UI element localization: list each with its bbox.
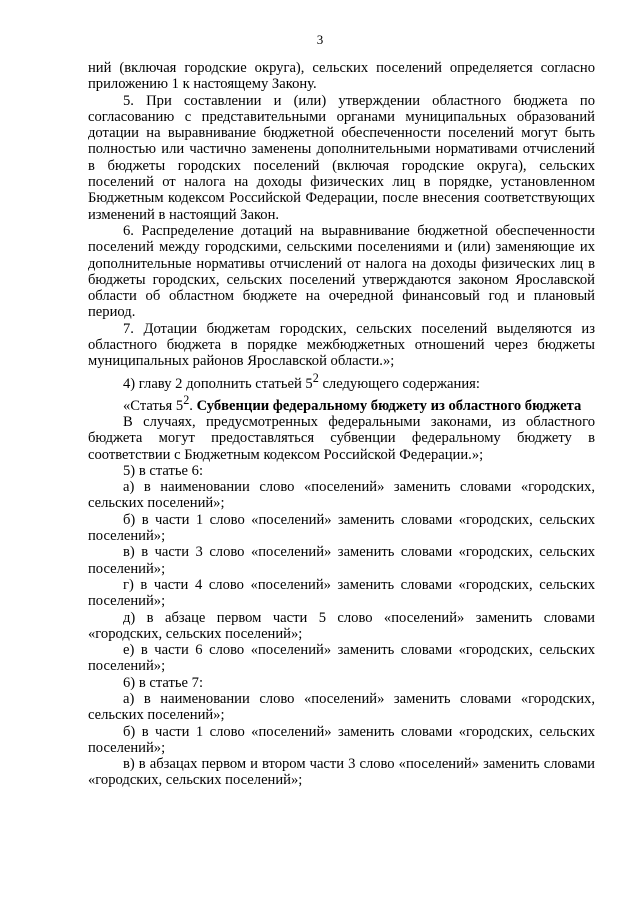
article-5-2-text: В случаях, предусмотренных федеральными законами, из областного бюджета могут предоставляться субвенции федеральному бюджету в соответствии с Бюджетным кодексом Российской Федерации.»; <box>88 413 595 463</box>
item-5-g: г) в части 4 слово «поселений» заменить словами «городских, сельских поселений»; <box>88 576 595 610</box>
item-4-sup: 2 <box>312 370 319 385</box>
paragraph-5: 5. При составлении и (или) утверждении областного бюджета по согласованию с представительными органами муниципальных образований дотации на выравнивание бюджетной обеспеченности поселений могут быть полностью или частично заменены дополнительными нормативами отчислений в бюджеты городских поселений (включая городские округа), сельских поселений от налога на доходы физических лиц в порядке, установленном Бюджетным кодексом Российской Федерации, после внесения соответствующих изменений в настоящий Закон. <box>88 92 595 223</box>
article-open: «Статья 5 <box>123 397 184 414</box>
article-dot: . <box>189 397 193 414</box>
article-title: Субвенции федеральному бюджету из областного бюджета <box>192 397 582 414</box>
article-sup: 2 <box>183 392 190 407</box>
item-6 <box>88 675 595 691</box>
item-6-b: б) в части 1 слово «поселений» заменить словами «городских, сельских поселений»; <box>88 723 595 756</box>
item-5-prefix: 5) <box>123 462 139 479</box>
item-5-a: а) в наименовании слово «поселений» заменить словами «городских, сельских поселений»; <box>88 479 595 512</box>
item-5-b: б) в части 1 слово «поселений» заменить словами «городских, сельских поселений»; <box>88 511 595 545</box>
item-4-suffix: следующего содержания: <box>318 375 480 392</box>
item-5-text: в статье 6: <box>138 462 203 479</box>
article-5-2-heading <box>88 392 595 414</box>
item-5 <box>88 463 595 479</box>
item-5-d: д) в абзаце первом части 5 слово «поселений» заменить словами «городских, сельских поселений»; <box>88 609 595 642</box>
item-4-prefix: 4) главу 2 дополнить статьей 5 <box>123 375 313 392</box>
paragraph-7: 7. Дотации бюджетам городских, сельских поселений выделяются из областного бюджета в порядке межбюджетных отношений через бюджеты муниципальных районов Ярославской области.»; <box>88 320 595 370</box>
item-4 <box>88 370 595 392</box>
item-6-v: в) в абзацах первом и втором части 3 слово «поселений» заменить словами «городских, сельских поселений»; <box>88 756 595 789</box>
item-5-v: в) в части 3 слово «поселений» заменить словами «городских, сельских поселений»; <box>88 544 595 577</box>
paragraph-6: 6. Распределение дотаций на выравнивание бюджетной обеспеченности поселений между городскими, сельскими поселениями и (или) заменяющие их дополнительные нормативы отчислений от налога на доходы физических лиц в бюджеты городских, сельских поселений утверждаются законом Ярославской области об областном бюджете на очередной финансовый год и плановый период. <box>88 222 595 321</box>
page-number: 3 <box>316 32 324 47</box>
item-6-text: в статье 7: <box>138 674 203 691</box>
document-body <box>88 60 595 789</box>
item-6-a: а) в наименовании слово «поселений» заменить словами «городских, сельских поселений»; <box>88 691 595 724</box>
paragraph-continuation: ний (включая городские округа), сельских поселений определяется согласно приложению 1 к настоящему Закону. <box>88 60 595 93</box>
item-6-prefix: 6) <box>123 674 139 691</box>
item-5-e: е) в части 6 слово «поселений» заменить словами «городских, сельских поселений»; <box>88 642 595 675</box>
